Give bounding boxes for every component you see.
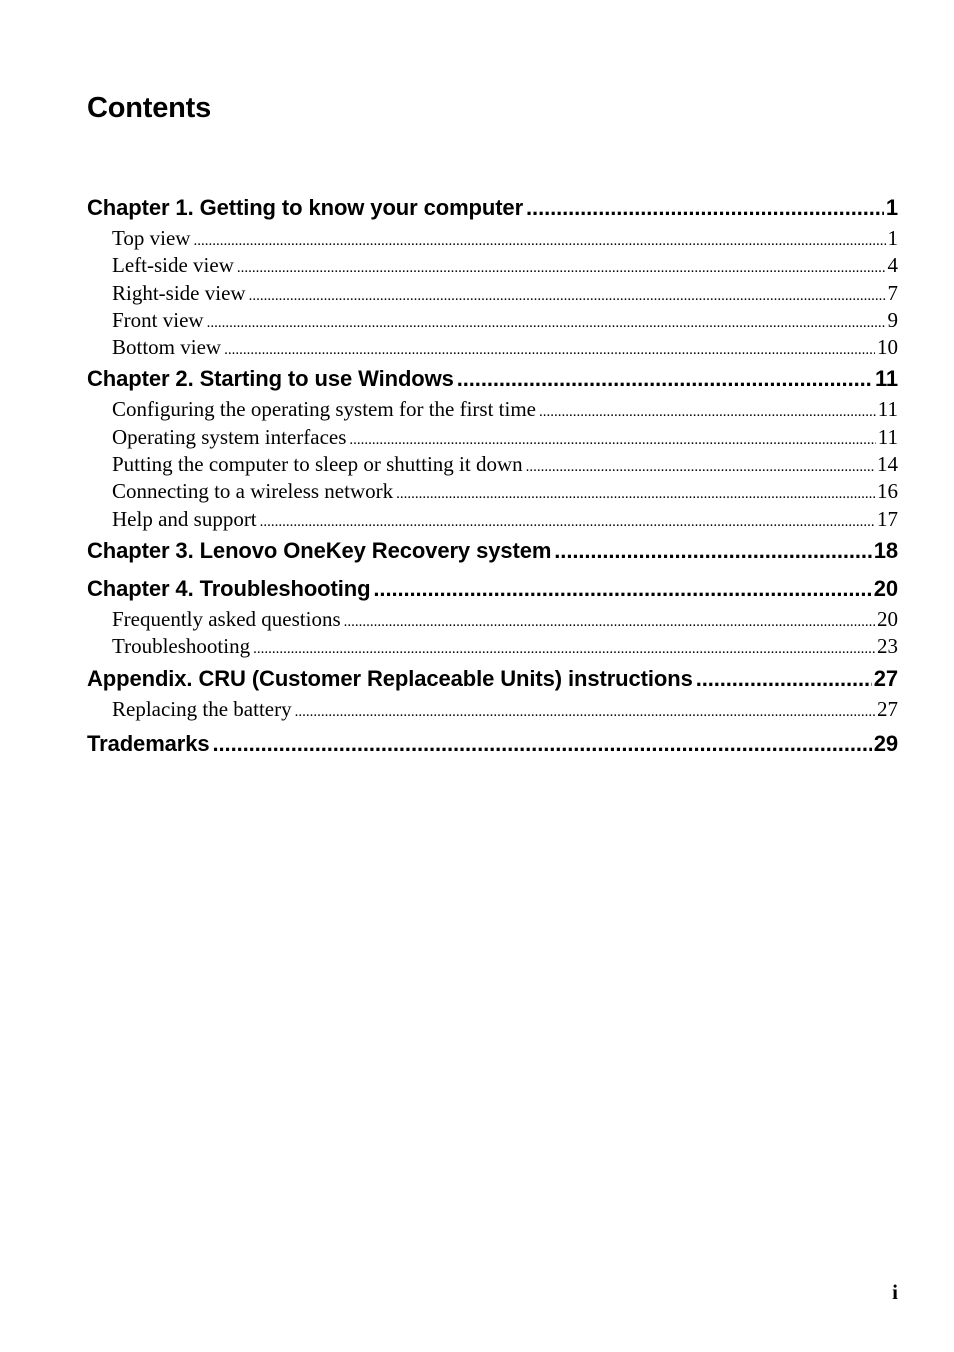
dot-leader (253, 636, 875, 660)
toc-section-help-support[interactable] (87, 506, 898, 533)
toc-page-number: 11 (877, 424, 898, 449)
toc-section-label: Left-side view (112, 253, 234, 278)
toc-section-right-side-view[interactable] (87, 280, 898, 307)
dot-leader (249, 283, 886, 307)
toc-page-number: 27 (877, 696, 898, 721)
dot-leader (554, 533, 871, 568)
toc-chapter-label: Appendix. CRU (Customer Replaceable Units) instructions (87, 665, 693, 691)
toc-section-left-side-view[interactable] (87, 252, 898, 279)
toc-page-number: 16 (877, 479, 898, 504)
toc-section-bottom-view[interactable] (87, 334, 898, 361)
dot-leader (224, 337, 875, 361)
dot-leader (344, 609, 875, 633)
toc-page-number: 9 (887, 307, 898, 332)
dot-leader (373, 571, 871, 606)
dot-leader (526, 454, 875, 478)
toc-section-label: Putting the computer to sleep or shutting it down (112, 452, 523, 477)
toc-page-number: 23 (877, 634, 898, 659)
toc-page-number: 1 (885, 195, 898, 220)
toc-page-number: 29 (873, 730, 898, 756)
dot-leader (539, 399, 876, 423)
toc-chapter-label: Chapter 1. Getting to know your computer (87, 195, 524, 220)
toc-page-number: 11 (874, 366, 898, 392)
toc-page-number: 4 (887, 253, 898, 278)
toc-section-label: Connecting to a wireless network (112, 479, 394, 504)
toc-chapter-label: Chapter 2. Starting to use Windows (87, 366, 454, 392)
dot-leader (260, 509, 875, 533)
dot-leader (207, 310, 886, 334)
toc-section-sleep-shutdown[interactable] (87, 451, 898, 478)
toc-section-label: Front view (112, 307, 204, 332)
toc-section-faq[interactable] (87, 606, 898, 633)
toc-chapter-2[interactable] (87, 361, 898, 396)
toc-section-configuring-os[interactable] (87, 396, 898, 423)
toc-chapter-label: Chapter 3. Lenovo OneKey Recovery system (87, 537, 552, 563)
dot-leader (696, 661, 872, 696)
page-title: Contents (87, 92, 212, 124)
toc-section-label: Bottom view (112, 335, 222, 360)
toc-chapter-3[interactable] (87, 533, 898, 568)
toc-section-label: Troubleshooting (112, 634, 251, 659)
dot-leader (526, 190, 884, 225)
toc-section-front-view[interactable] (87, 307, 898, 334)
toc-page-number: 27 (873, 665, 898, 691)
toc-section-os-interfaces[interactable] (87, 424, 898, 451)
toc-page-number: 10 (877, 335, 898, 360)
toc-section-label: Right-side view (112, 280, 246, 305)
toc-section-label: Configuring the operating system for the first time (112, 397, 536, 422)
toc-section-label: Top view (112, 226, 191, 250)
toc-page-number: 20 (873, 575, 898, 601)
dot-leader (237, 255, 886, 279)
toc-chapter-label: Chapter 4. Troubleshooting (87, 575, 371, 601)
dot-leader (193, 228, 885, 252)
toc-page-number: 14 (877, 452, 898, 477)
toc-page-number: 11 (877, 397, 898, 422)
toc-section-top-view[interactable] (87, 225, 898, 252)
toc-chapter-label: Trademarks (87, 730, 210, 756)
toc-section-replacing-battery[interactable] (87, 696, 898, 723)
toc-page-number: 18 (873, 537, 898, 563)
toc-page-number: 7 (887, 280, 898, 305)
toc-page-number: 1 (887, 226, 898, 250)
dot-leader (213, 726, 872, 761)
toc-section-label: Replacing the battery (112, 696, 292, 721)
toc-appendix[interactable] (87, 661, 898, 696)
toc-trademarks[interactable] (87, 726, 898, 761)
dot-leader (295, 699, 875, 723)
page-number: i (892, 1280, 898, 1304)
toc-page-number: 20 (877, 606, 898, 631)
dot-leader (349, 427, 875, 451)
toc-section-label: Frequently asked questions (112, 606, 341, 631)
toc-section-label: Help and support (112, 506, 257, 531)
toc-section-label: Operating system interfaces (112, 424, 347, 449)
table-of-contents (87, 190, 898, 761)
dot-leader (396, 481, 875, 505)
toc-section-troubleshooting[interactable] (87, 633, 898, 660)
toc-chapter-4[interactable] (87, 571, 898, 606)
toc-chapter-1[interactable] (87, 190, 898, 225)
dot-leader (457, 361, 873, 396)
toc-page-number: 17 (877, 506, 898, 531)
toc-section-wireless-network[interactable] (87, 478, 898, 505)
